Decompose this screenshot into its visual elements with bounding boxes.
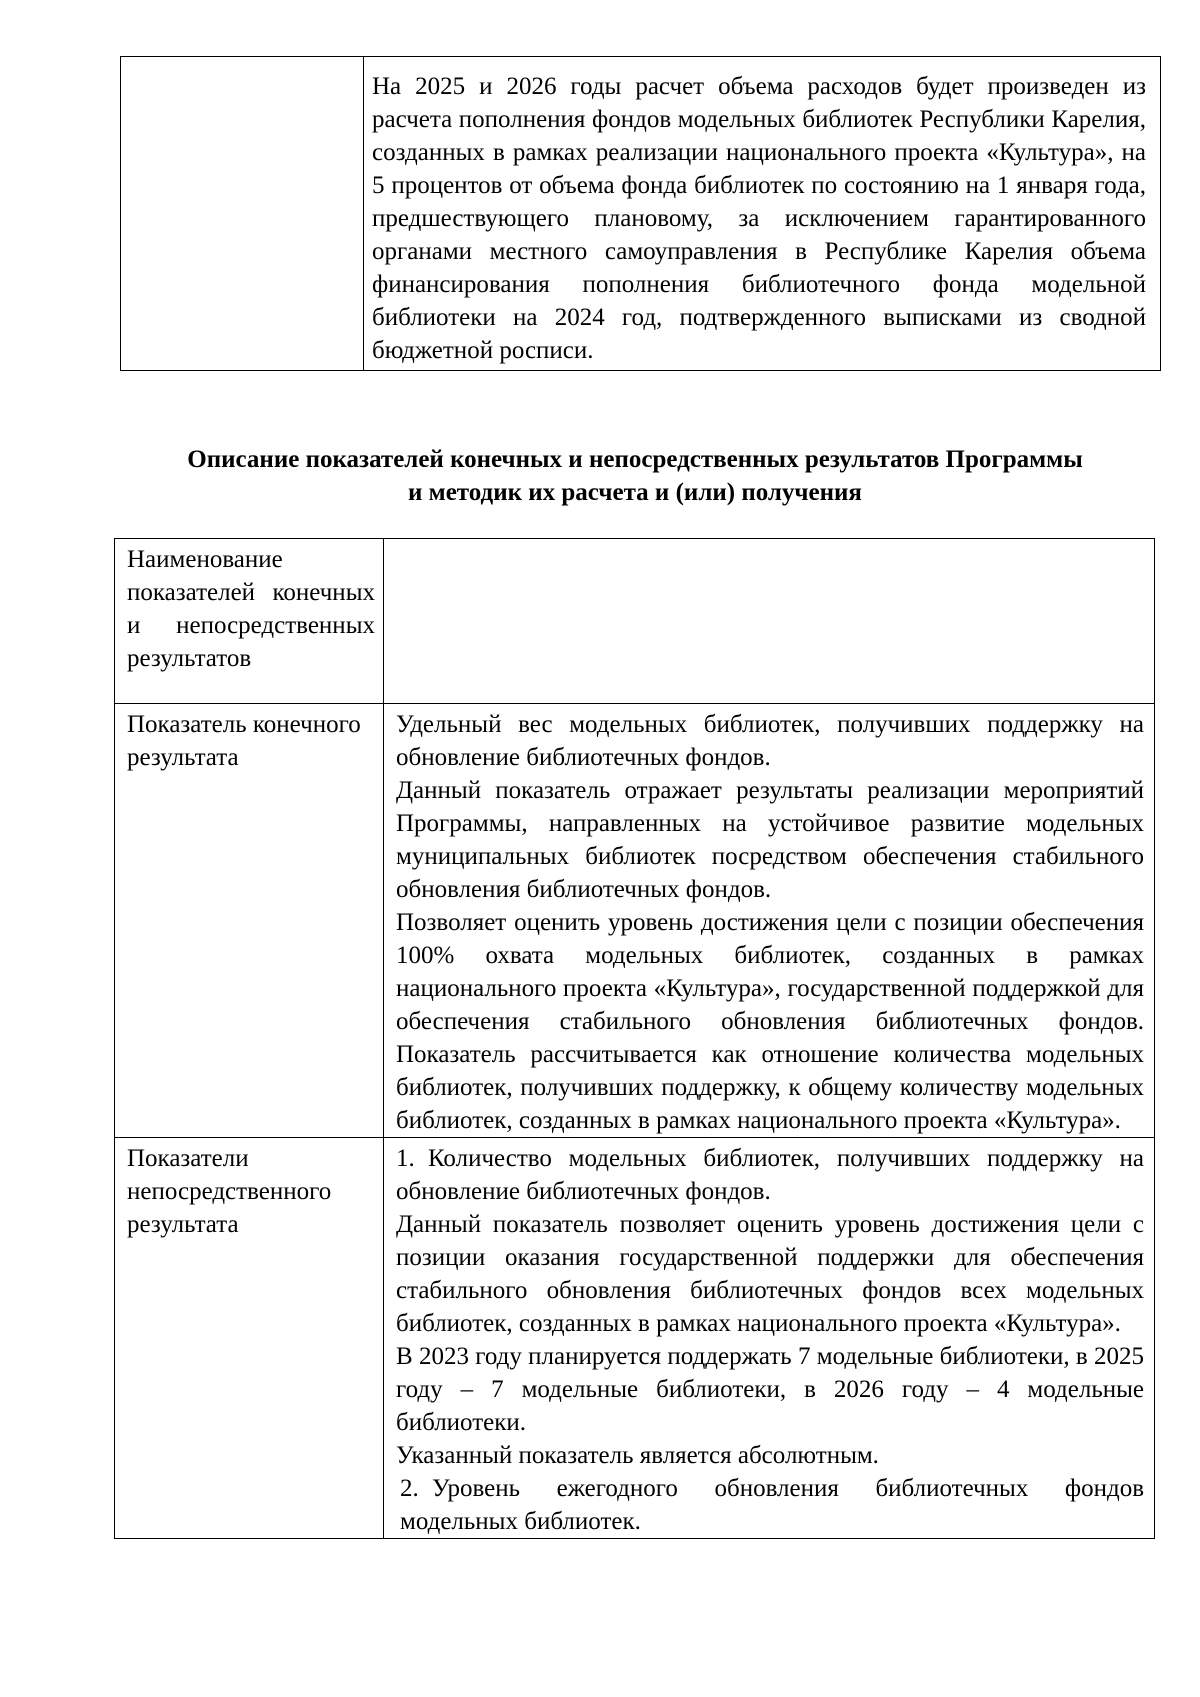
section-heading	[110, 443, 1160, 509]
direct-result-item-2-number: 2.	[400, 1475, 419, 1502]
final-result-label: Показатель конечного результата	[115, 704, 384, 1138]
direct-result-item-1-paragraph-2: В 2023 году планируется поддержать 7 модельные библиотеки, в 2025 году – 7 модельные библиотеки, в 2026 году – 4 модельные библиотеки.	[396, 1343, 1144, 1436]
final-result-paragraph-1: Удельный вес модельных библиотек, получивших поддержку на обновление библиотечных фондов.	[396, 711, 1144, 771]
table-row	[115, 539, 1155, 704]
header-label-cell: Наименование показателей конечных и непосредственных результатов	[115, 539, 384, 704]
direct-result-item-1-paragraph-3: Указанный показатель является абсолютным.	[396, 1442, 879, 1469]
table-row	[115, 1138, 1155, 1539]
top-table-label-cell	[121, 57, 364, 371]
section-heading-line-1: Описание показателей конечных и непосредственных результатов Программы	[187, 446, 1083, 473]
top-table-text-cell: На 2025 и 2026 годы расчет объема расходов будет произведен из расчета пополнения фондов модельных библиотек Республики Карелия, созданных в рамках реализации национального проекта «Культура», на 5 процентов от объема фонда библиотек по состоянию на 1 января года, предшествующего плановому, за исключением гарантированного органами местного самоуправления в Республике Карелия объема финансирования пополнения библиотечного фонда модельной библиотеки на 2024 год, подтвержденного выписками из сводной бюджетной росписи.	[364, 57, 1161, 371]
indicators-table	[114, 538, 1155, 1539]
direct-result-item-1-paragraph-1: Данный показатель позволяет оценить уровень достижения цели с позиции оказания государственной поддержки для обеспечения стабильного обновления библиотечных фондов всех модельных библиотек, созданных в рамках национального проекта «Культура».	[396, 1211, 1144, 1337]
direct-result-item-2-title	[396, 1472, 1144, 1538]
table-row	[115, 704, 1155, 1138]
final-result-paragraph-3: Позволяет оценить уровень достижения цели с позиции обеспечения 100% охвата модельных библиотек, созданных в рамках национального проекта «Культура», государственной поддержкой для обеспечения стабильного обновления библиотечных фондов. Показатель рассчитывается как отношение количества модельных библиотек, получивших поддержку, к общему количеству модельных библиотек, созданных в рамках национального проекта «Культура».	[396, 909, 1144, 1134]
section-heading-line-2: и методик их расчета и (или) получения	[408, 479, 862, 506]
table-row	[121, 57, 1161, 371]
final-result-paragraph-2: Данный показатель отражает результаты реализации мероприятий Программы, направленных на устойчивое развитие модельных муниципальных библиотек посредством обеспечения стабильного обновления библиотечных фондов.	[396, 777, 1144, 903]
direct-result-item-1-title	[396, 1142, 1144, 1208]
direct-results-description	[384, 1138, 1155, 1539]
direct-result-item-2-title-text: Уровень ежегодного обновления библиотечных фондов модельных библиотек.	[400, 1475, 1144, 1535]
final-result-description	[384, 704, 1155, 1138]
header-value-cell	[384, 539, 1155, 704]
direct-results-label: Показатели непосредственного результата	[115, 1138, 384, 1539]
top-table	[120, 56, 1161, 371]
direct-result-item-1-title-text: Количество модельных библиотек, получивших поддержку на обновление библиотечных фондов.	[396, 1145, 1144, 1205]
direct-result-item-1-number: 1.	[396, 1145, 415, 1172]
